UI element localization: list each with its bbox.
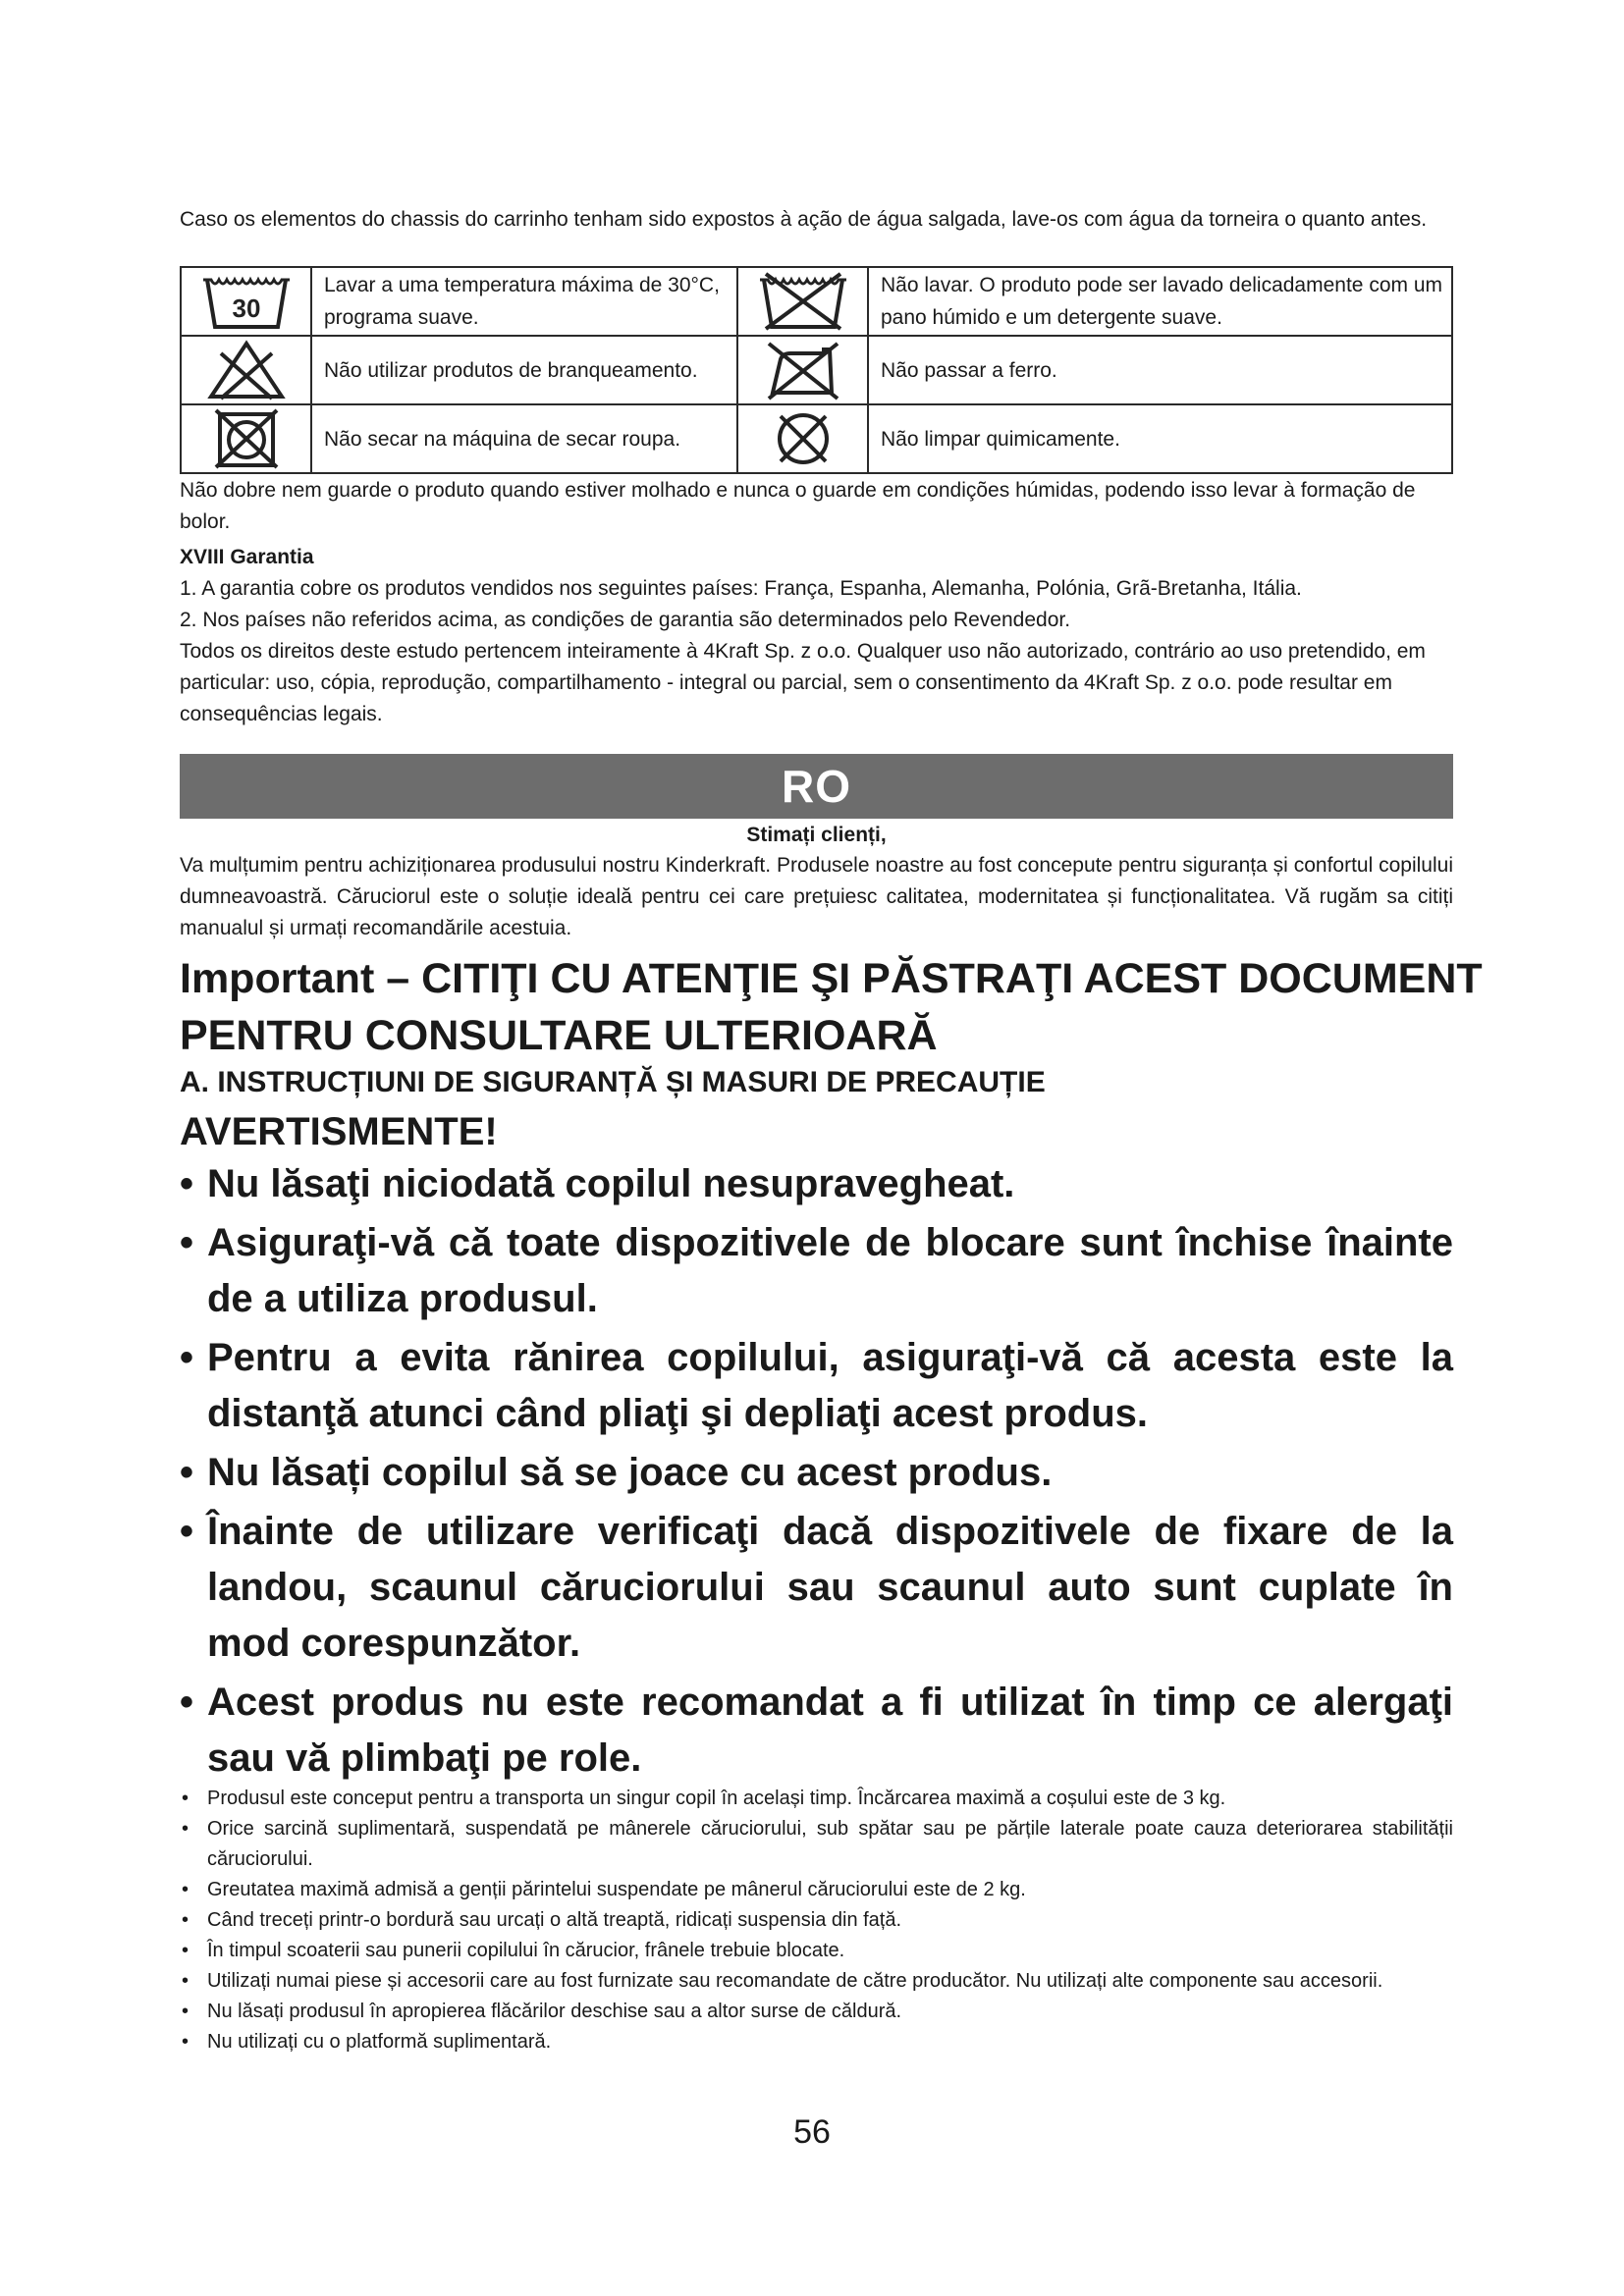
list-item: • Când treceți printr-o bordură sau urcați o altă treaptă, ridicați suspensia din față.	[180, 1905, 1453, 1936]
do-not-tumble-dry-icon	[181, 404, 311, 473]
care-symbols-table	[180, 266, 1453, 474]
pt-intro-paragraph: Caso os elementos do chassis do carrinho tenham sido expostos à ação de água salgada, lave-os com água da torneira o quanto antes.	[180, 208, 1428, 231]
list-item: • Nu lăsaţi niciodată copilul nesupravegheat.	[180, 1156, 1453, 1212]
list-item: • Produsul este conceput pentru a transporta un singur copil în același timp. Încărcarea maximă a coșului este de 3 kg.	[180, 1784, 1453, 1814]
do-not-bleach-icon	[181, 336, 311, 404]
care-text-wash-30: Lavar a uma temperatura máxima de 30°C, programa suave.	[311, 267, 737, 336]
list-item: • Asiguraţi-vă că toate dispozitivele de blocare sunt închise înainte de a utiliza produsul.	[180, 1215, 1453, 1327]
list-item: • Acest produs nu este recomandat a fi utilizat în timp ce alergaţi sau vă plimbaţi pe role.	[180, 1675, 1453, 1787]
warranty-text	[180, 573, 1466, 730]
warranty-line: 1. A garantia cobre os produtos vendidos nos seguintes países: França, Espanha, Alemanha, Polónia, Grã-Bretanha, Itália.	[180, 577, 1302, 600]
list-item: • Utilizați numai piese și accesorii care au fost furnizate sau recomandate de către producător. Nu utilizați alte componente sau accesorii.	[180, 1966, 1453, 1997]
section-a-heading: A. INSTRUCȚIUNI DE SIGURANȚĂ ȘI MASURI DE PRECAUȚIE	[180, 1066, 1046, 1098]
do-not-iron-icon	[737, 336, 868, 404]
ro-intro-paragraph: Va mulțumim pentru achiziționarea produsului nostru Kinderkraft. Produsele noastre au fost concepute pentru siguranța și confortul copilului dumneavoastră. Căruciorul este o soluție ideală pentru cei care prețuiesc calitatea, modernitatea și funcționalitatea. Vă rugăm sa citiți manualul și urmați recomandările acestuia.	[180, 854, 1453, 939]
list-item: • Nu lăsați produsul în apropierea flăcărilor deschise sau a altor surse de căldură.	[180, 1997, 1453, 2027]
care-text-do-not-tumble-dry: Não secar na máquina de secar roupa.	[311, 404, 737, 473]
copyright-notice: Todos os direitos deste estudo pertencem inteiramente à 4Kraft Sp. z o.o. Qualquer uso não autorizado, contrário ao uso pretendido, em particular: uso, cópia, reprodução, compartilhamento - integral ou parcial, sem o consentimento da 4Kraft Sp. z o.o. pode resultar em consequências legais.	[180, 640, 1426, 725]
language-code: RO	[782, 761, 851, 812]
storage-note: Não dobre nem guarde o produto quando estiver molhado e nunca o guarde em condições húmidas, podendo isso levar à formação de bolor.	[180, 479, 1416, 533]
care-row	[181, 267, 1452, 336]
do-not-wash-icon	[737, 267, 868, 336]
list-item: • Greutatea maximă admisă a genții părintelui suspendate pe mânerul căruciorului este de 2 kg.	[180, 1875, 1453, 1905]
list-item: • Nu lăsați copilul să se joace cu acest produs.	[180, 1445, 1453, 1501]
list-item: • Orice sarcină suplimentară, suspendată pe mânerele căruciorului, sub spătar sau pe părțile laterale poate cauza deteriorarea stabilității căruciorului.	[180, 1814, 1453, 1875]
important-heading: Important – CITIŢI CU ATENŢIE ŞI PĂSTRAŢI ACEST DOCUMENT PENTRU CONSULTARE ULTERIOARĂ	[180, 955, 1483, 1059]
wash-temperature: 30	[232, 294, 260, 323]
do-not-dry-clean-icon	[737, 404, 868, 473]
language-banner	[180, 754, 1453, 819]
warranty-line: 2. Nos países não referidos acima, as condições de garantia são determinados pelo Revendedor.	[180, 609, 1071, 631]
care-text-do-not-bleach: Não utilizar produtos de branqueamento.	[311, 336, 737, 404]
care-text-do-not-iron: Não passar a ferro.	[868, 336, 1452, 404]
care-text-do-not-wash: Não lavar. O produto pode ser lavado delicadamente com um pano húmido e um detergente suave.	[868, 267, 1452, 336]
care-text-do-not-dry-clean: Não limpar quimicamente.	[868, 404, 1452, 473]
list-item: • În timpul scoaterii sau punerii copilului în cărucior, frânele trebuie blocate.	[180, 1936, 1453, 1966]
warnings-heading: AVERTISMENTE!	[180, 1110, 498, 1153]
list-item: • Înainte de utilizare verificaţi dacă dispozitivele de fixare de la landou, scaunul căruciorului sau scaunul auto sunt cuplate în mod corespunzător.	[180, 1504, 1453, 1672]
warranty-heading: XVIII Garantia	[180, 546, 314, 568]
care-row	[181, 336, 1452, 404]
primary-warnings-list	[180, 1156, 1453, 1789]
list-item: • Pentru a evita rănirea copilului, asiguraţi-vă că acesta este la distanţă atunci când pliaţi şi depliaţi acest produs.	[180, 1330, 1453, 1442]
care-row	[181, 404, 1452, 473]
list-item: • Nu utilizați cu o platformă suplimentară.	[180, 2027, 1453, 2057]
secondary-warnings-list	[180, 1784, 1453, 2057]
page-number: 56	[793, 2113, 831, 2151]
greeting: Stimați clienți,	[746, 824, 887, 846]
washtub-30-icon	[181, 267, 311, 336]
